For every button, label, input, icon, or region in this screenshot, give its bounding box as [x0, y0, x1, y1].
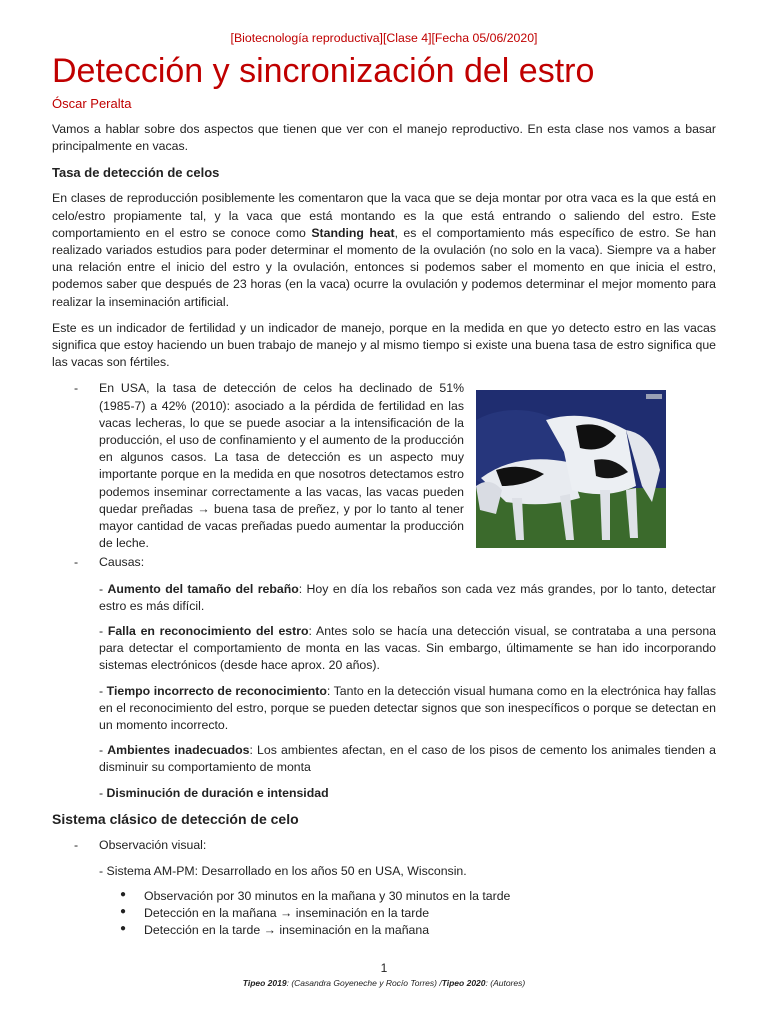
- credits-label: Tipeo 2020: [441, 978, 486, 988]
- bullet-icon: ●: [120, 906, 127, 918]
- observacion-label: Observación visual:: [99, 838, 207, 853]
- credits-label: Tipeo 2019: [242, 978, 287, 988]
- dash-marker: -: [74, 381, 79, 396]
- cause-herd-size: [52, 581, 716, 615]
- dash-marker: -: [74, 838, 79, 853]
- cause-prefix: -: [99, 683, 107, 698]
- bullet-text: Detección en la mañana → inseminación en la tarde: [144, 906, 430, 921]
- ampm-system: - Sistema AM-PM: Desarrollado en los años 50 en USA, Wisconsin.: [99, 863, 467, 878]
- causas-label: Causas:: [99, 555, 145, 570]
- paragraph-text: , es el comportamiento más específico de estro. Se han realizado variados estudios para poder determinar el momento de la ovulación (no solo en la vaca). Siempre va a haber una relación entre el inicio del estro y la ovulación, entonces si podemos saber el momento en que inicia el estro, podemos saber que después de 23 horas (en la vaca) ocurre la ovulación y podemos determinar el mejor momento para realizar la inseminación artificial.: [52, 225, 716, 309]
- cause-prefix: -: [99, 785, 107, 800]
- dash-marker: -: [74, 555, 79, 570]
- section-heading-tasa: Tasa de detección de celos: [52, 165, 220, 181]
- standing-heat-paragraph: [52, 190, 716, 310]
- cause-text: : Antes solo se hacía una detección visual, se contrataba a una persona para detectar el comportamiento de monta en las vacas. Sin embargo, últimamente se han ido incorporando sistemas electrónicos (desde hace aprox. 20 años).: [99, 624, 717, 673]
- cause-title: Aumento del tamaño del rebaño: [107, 581, 299, 596]
- document-page: [52, 30, 716, 939]
- list-item: [120, 922, 716, 939]
- cause-prefix: -: [99, 624, 108, 639]
- cause-title: Disminución de duración e intensidad: [106, 785, 329, 800]
- cause-title: Ambientes inadecuados: [107, 743, 250, 758]
- cause-environment: [52, 742, 716, 776]
- page-title: Detección y sincronización del estro: [52, 52, 595, 91]
- cause-prefix: -: [99, 743, 108, 758]
- cause-title: Tiempo incorrecto de reconocimiento: [106, 683, 327, 698]
- author-name: Óscar Peralta: [52, 95, 132, 111]
- bullet-icon: ●: [120, 888, 127, 900]
- list-item: [120, 905, 716, 922]
- standing-heat-term: Standing heat: [311, 225, 395, 240]
- list-item-observacion: [52, 837, 716, 854]
- ampm-bullet-list: [52, 888, 716, 940]
- cause-prefix: -: [99, 581, 108, 596]
- paragraph-text: En clases de reproducción posiblemente les comentaron que la vaca que se deja montar por otra vaca es la que está en celo/estro propiamente tal, y la vaca que está montando es la que está entrando o saliendo del estro. Este comportamiento en el estro se conoce como: [52, 191, 716, 240]
- cause-text: : Tanto en la detección visual humana como en la electrónica hay fallas en el reconocimiento del estro, porque se pueden detectar signos que son inespecíficos o porque se detectan en un momento incorrecto.: [99, 683, 717, 733]
- usa-text: En USA, la tasa de detección de celos ha declinado de 51% (1985-7) a 42% (2010): asociado a la pérdida de fertilidad en las vacas lecheras, lo que se puede asociar a la intensificación de la producción, el uso de confinamiento y el aumento de la producción en algunos casos. La tasa de detección es un aspecto muy importante porque en la medida en que nosotros detectamos estro podemos inseminar correctamente a las vacas, las vacas pueden quedar preñadas → buena tasa de preñez, y por lo tanto al tener mayor cantidad de vacas preñadas puedo aumentar la producción de leche.: [99, 381, 464, 551]
- credits-text: : (Autores): [485, 978, 526, 988]
- fertility-indicator-paragraph: Este es un indicador de fertilidad y un indicador de manejo, porque en la medida en que yo detecto estro en las vacas significa que estoy haciendo un buen trabajo de manejo y al mismo tiempo si existe una buena tasa de estro significa que las vacas son fértiles.: [52, 320, 716, 370]
- list-item-causas: [52, 554, 464, 571]
- document-header: [Biotecnología reproductiva][Clase 4][Fecha 05/06/2020]: [230, 31, 538, 45]
- section-heading-sistema: Sistema clásico de detección de celo: [52, 810, 299, 827]
- intro-paragraph: Vamos a hablar sobre dos aspectos que tienen que ver con el manejo reproductivo. En esta clase nos vamos a basar principalmente en vacas.: [52, 121, 716, 153]
- cause-text: : Hoy en día los rebaños son cada vez más grandes, por lo tanto, detectar estro es más difícil.: [99, 581, 716, 613]
- cause-recognition-failure: [52, 623, 716, 675]
- list-item: [120, 888, 716, 905]
- footer-credits: [0, 978, 768, 990]
- cows-illustration: [476, 390, 666, 548]
- page-number: 1: [380, 961, 388, 975]
- cause-title: Falla en reconocimiento del estro: [107, 624, 309, 639]
- cause-text: : Los ambientes afectan, en el caso de los pisos de cemento los animales tienden a disminuir su comportamiento de monta: [99, 743, 716, 775]
- list-item-usa: [52, 380, 464, 552]
- bullet-icon: ●: [120, 923, 127, 935]
- cause-incorrect-timing: [52, 683, 716, 735]
- bullet-text: Observación por 30 minutos en la mañana y 30 minutos en la tarde: [144, 888, 511, 903]
- usa-block: [52, 380, 716, 571]
- cows-mounting-photo: [476, 390, 666, 548]
- bullet-text: Detección en la tarde → inseminación en la mañana: [144, 923, 430, 938]
- credits-text: : (Casandra Goyeneche y Rocío Torres) /: [286, 978, 442, 988]
- cause-duration-intensity: [52, 785, 716, 802]
